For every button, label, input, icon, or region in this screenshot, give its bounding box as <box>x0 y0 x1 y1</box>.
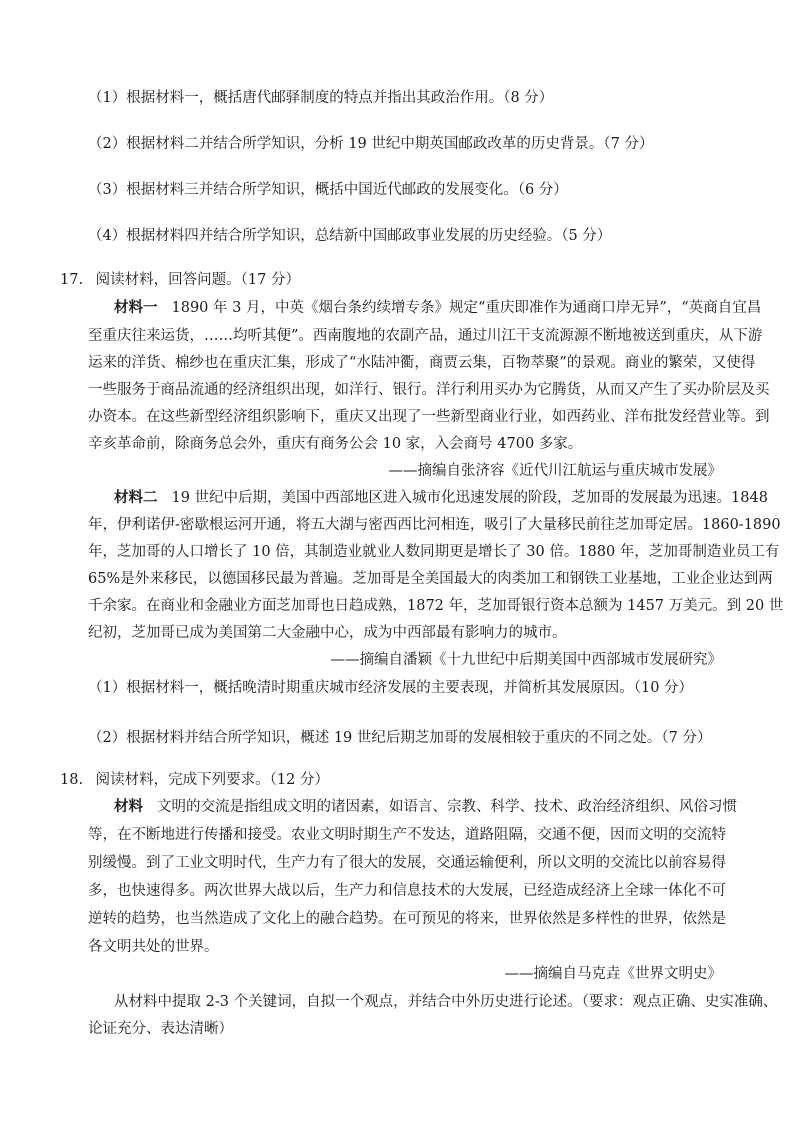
q17-prompt: 阅读材料，回答问题。（17 分） <box>95 272 300 288</box>
q18-m-line-3: 多，也快速得多。两次世界大战以后，生产力和信息技术的大发展，已经造成经济上全球一体化不可 <box>88 883 726 899</box>
q17-number: 17. <box>60 272 84 288</box>
q16-sub1: （1）根据材料一，概括唐代邮驿制度的特点并指出其政治作用。（8 分） <box>88 90 554 106</box>
q17-m1-line-3: 一些服务于商品流通的经济组织出现，如洋行、银行。洋行利用买办为它腾货，从而又产生了买办阶层及买 <box>88 382 770 398</box>
q17-m1-line-4: 办资本。在这些新型经济组织影响下，重庆又出现了一些新型商业行业，如西药业、洋布批发经营业等。到 <box>88 409 770 425</box>
q17-m1-line-2: 运来的洋货、棉纱也在重庆汇集，形成了“水陆冲衢，商贾云集，百物萃聚”的景观。商业的繁荣，又使得 <box>88 355 756 371</box>
q17-m1-line-0: 材料一 1890 年 3 月，中英《烟台条约续增专条》规定“重庆即准作为通商口岸无异”，“英商自宜昌 <box>114 299 762 316</box>
q16-sub3: （3）根据材料三并结合所学知识，概括中国近代邮政的发展变化。（6 分） <box>88 182 568 198</box>
q17-m2-source: ——摘编自潘颖《十九世纪中后期美国中西部城市发展研究》 <box>330 652 722 668</box>
q16-sub2: （2）根据材料二并结合所学知识，分析 19 世纪中期英国邮政改革的历史背景。（7 分） <box>88 136 654 152</box>
q17-heading <box>60 270 300 290</box>
q17-sub2: （2）根据材料并结合所学知识，概述 19 世纪后期芝加哥的发展相较于重庆的不同之处。（7 分） <box>88 730 712 746</box>
q18-m-line-2: 别缓慢。到了工业文明时代，生产力有了很大的发展，交通运输便利，所以文明的交流比以前容易得 <box>88 855 726 871</box>
q17-m2-label: 材料二 <box>114 489 158 506</box>
q17-m2-line-0: 材料二 19 世纪中后期，美国中西部地区进入城市化迅速发展的阶段，芝加哥的发展最为迅速。1848 <box>114 489 768 506</box>
q18-m-label: 材料 <box>114 798 143 815</box>
q18-m-source: ——摘编自马克垚《世界文明史》 <box>504 966 722 982</box>
q17-m2-line-5: 纪初，芝加哥已成为美国第二大金融中心，成为中西部最有影响力的城市。 <box>88 625 567 641</box>
q17-m2-line-2: 年，芝加哥的人口增长了 10 倍，其制造业就业人数同期更是增长了 30 倍。1880 年，芝加哥制造业员工有 <box>88 544 780 560</box>
q17-m2-line-1: 年，伊利诺伊-密歇根运河开通，将五大湖与密西西比河相连，吸引了大量移民前往芝加哥定居。1860-1890 <box>88 517 781 533</box>
q17-m2-line-3: 65%是外来移民，以德国移民最为普遍。芝加哥是全美国最大的肉类加工和钢铁工业基地，工业企业达到两 <box>88 571 773 587</box>
q16-sub4: （4）根据材料四并结合所学知识，总结新中国邮政事业发展的历史经验。（5 分） <box>88 228 612 244</box>
q17-m1-line-5: 辛亥革命前，除商务总会外，重庆有商务公会 10 家，入会商号 4700 多家。 <box>88 436 583 452</box>
q17-sub1: （1）根据材料一，概括晚清时期重庆城市经济发展的主要表现，并简析其发展原因。（10 分） <box>88 680 694 696</box>
q18-number: 18. <box>60 772 84 788</box>
q17-m1-source: ——摘编自张济容《近代川江航运与重庆城市发展》 <box>388 463 722 479</box>
q18-heading <box>60 770 329 790</box>
q17-m1-label: 材料一 <box>114 299 158 316</box>
q18-req-line-0: 从材料中提取 2-3 个关键词，自拟一个观点，并结合中外历史进行论述。（要求：观点正确、史实准确、 <box>114 994 778 1010</box>
q18-req-line-1: 论证充分、表达清晰） <box>88 1021 233 1037</box>
q17-m1-line-1: 至重庆往来运货，……均听其便”。西南腹地的农副产品，通过川江干支流源源不断地被送到重庆，从下游 <box>88 328 763 344</box>
q18-m-line-4: 逆转的趋势，也当然造成了文化上的融合趋势。在可预见的将来，世界依然是多样性的世界，依然是 <box>88 911 726 927</box>
q18-prompt: 阅读材料，完成下列要求。（12 分） <box>95 772 329 788</box>
q17-m2-line-4: 千余家。在商业和金融业方面芝加哥也日趋成熟，1872 年，芝加哥银行资本总额为 1457 万美元。到 20 世 <box>88 598 784 614</box>
q18-m-line-5: 各文明共处的世界。 <box>88 939 219 955</box>
q18-m-line-0: 材料 文明的交流是指组成文明的诸因素，如语言、宗教、科学、技术、政治经济组织、风俗习惯 <box>114 798 737 815</box>
q18-m-line-1: 等，在不断地进行传播和接受。农业文明时期生产不发达，道路阻隔，交通不便，因而文明的交流特 <box>88 827 726 843</box>
